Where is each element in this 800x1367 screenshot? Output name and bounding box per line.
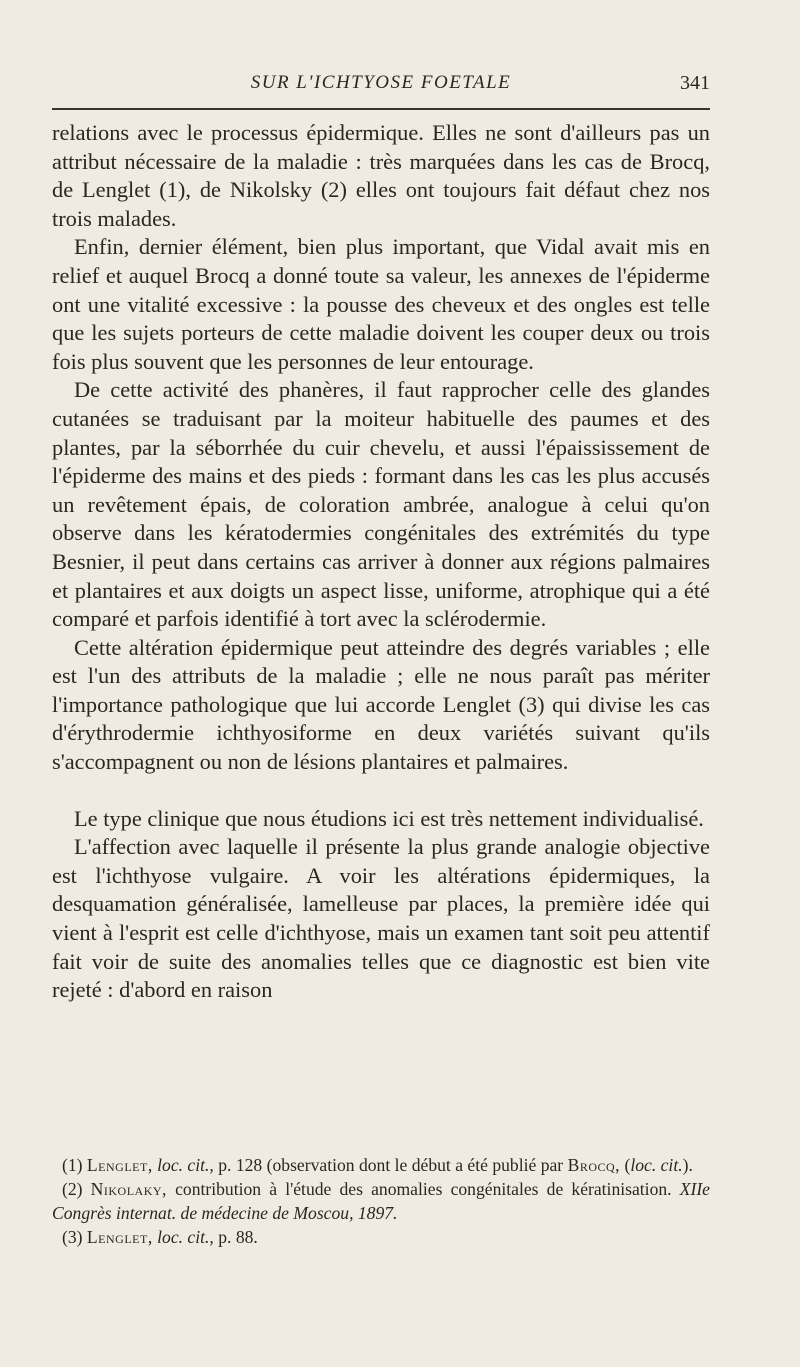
footnote-2 (52, 1177, 710, 1225)
footnote-3 (52, 1225, 710, 1249)
footnote-author: Brocq, (567, 1155, 621, 1175)
footnote-number: (2) (62, 1179, 83, 1199)
page-number: 341 (680, 72, 710, 94)
footnotes (52, 1153, 710, 1249)
footnote-ref: loc. cit., (157, 1227, 214, 1247)
running-head (52, 72, 710, 102)
header-rule (52, 108, 710, 110)
paragraph-2: Enfin, dernier élément, bien plus important, que Vidal avait mis en relief et auquel Brocq a donné toute sa valeur, les annexes de l'épiderme ont une vitalité excessive : la pousse des cheveux et des ongles est telle que les sujets porteurs de cette maladie doivent les couper deux ou trois fois plus souvent que les personnes de leur entourage. (52, 234, 710, 374)
footnote-author: Nikolaky, (90, 1179, 167, 1199)
footnote-text: p. 128 (observation dont le début a été publié par (218, 1155, 564, 1175)
body-text (52, 119, 710, 1005)
footnote-author: Lenglet, (86, 1227, 153, 1247)
footnote-ref: loc. cit., (157, 1155, 214, 1175)
footnote-ref: loc. cit. (630, 1155, 683, 1175)
paragraph-6: L'affection avec laquelle il présente la plus grande analogie objective est l'ichthyose vulgaire. A voir les altérations épidermiques, la desquamation généralisée, lamelleuse par places, la première idée qui vient à l'esprit est celle d'ichthyose, mais un examen tant soit peu attentif fait voir de suite des anomalies telles que ce diagnostic est bien vite rejeté : d'abord en raison (52, 834, 710, 1003)
footnote-text: ( (624, 1155, 631, 1175)
footnote-number: (3) (62, 1227, 83, 1247)
paragraph-4: Cette altération épidermique peut atteindre des degrés variables ; elle est l'un des attributs de la maladie ; elle ne nous paraît pas mériter l'importance pathologique que lui accorde Lenglet (3) qui divise les cas d'érythrodermie ichthyosiforme en deux variétés suivant qu'ils s'accompagnent ou non de lésions plantaires et palmaires. (52, 634, 710, 775)
footnote-text: p. 88. (218, 1227, 258, 1247)
footnote-author: Lenglet, (86, 1155, 153, 1175)
footnote-text: contribution à l'étude des anomalies congénitales de kératinisation. (175, 1179, 672, 1199)
footnote-text: ). (682, 1155, 693, 1175)
paragraph-1: relations avec le processus épidermique. Elles ne sont d'ailleurs pas un attribut nécessaire de la maladie : très marquées dans les cas de Brocq, de Lenglet (1), de Nikolsky (2) elles ont toujours fait défaut chez nos trois malades. (52, 120, 710, 231)
footnote-1 (52, 1153, 710, 1177)
footnote-number: (1) (62, 1155, 83, 1175)
footnote-congress: XIIe Congrès internat. de médecine de Moscou, 1897. (52, 1179, 710, 1223)
paragraph-3: De cette activité des phanères, il faut rapprocher celle des glandes cutanées se traduisant par la moiteur habituelle des paumes et des plantes, par la séborrhée du cuir chevelu, et aussi l'épaississement de l'épiderme des mains et des pieds : formant dans les cas les plus accusés un revêtement épais, de coloration ambrée, analogue à celui qu'on observe dans les kératodermies congénitales des extrémités du type Besnier, il peut dans certains cas arriver à donner aux régions palmaires et plantaires et aux doigts un aspect lisse, uniforme, atrophique qui a été comparé et parfois identifié à tort avec la sclérodermie. (52, 377, 710, 632)
paragraph-5: Le type clinique que nous étudions ici est très nettement individualisé. (74, 805, 704, 831)
running-title: SUR L'ICHTYOSE FOETALE (250, 72, 512, 93)
